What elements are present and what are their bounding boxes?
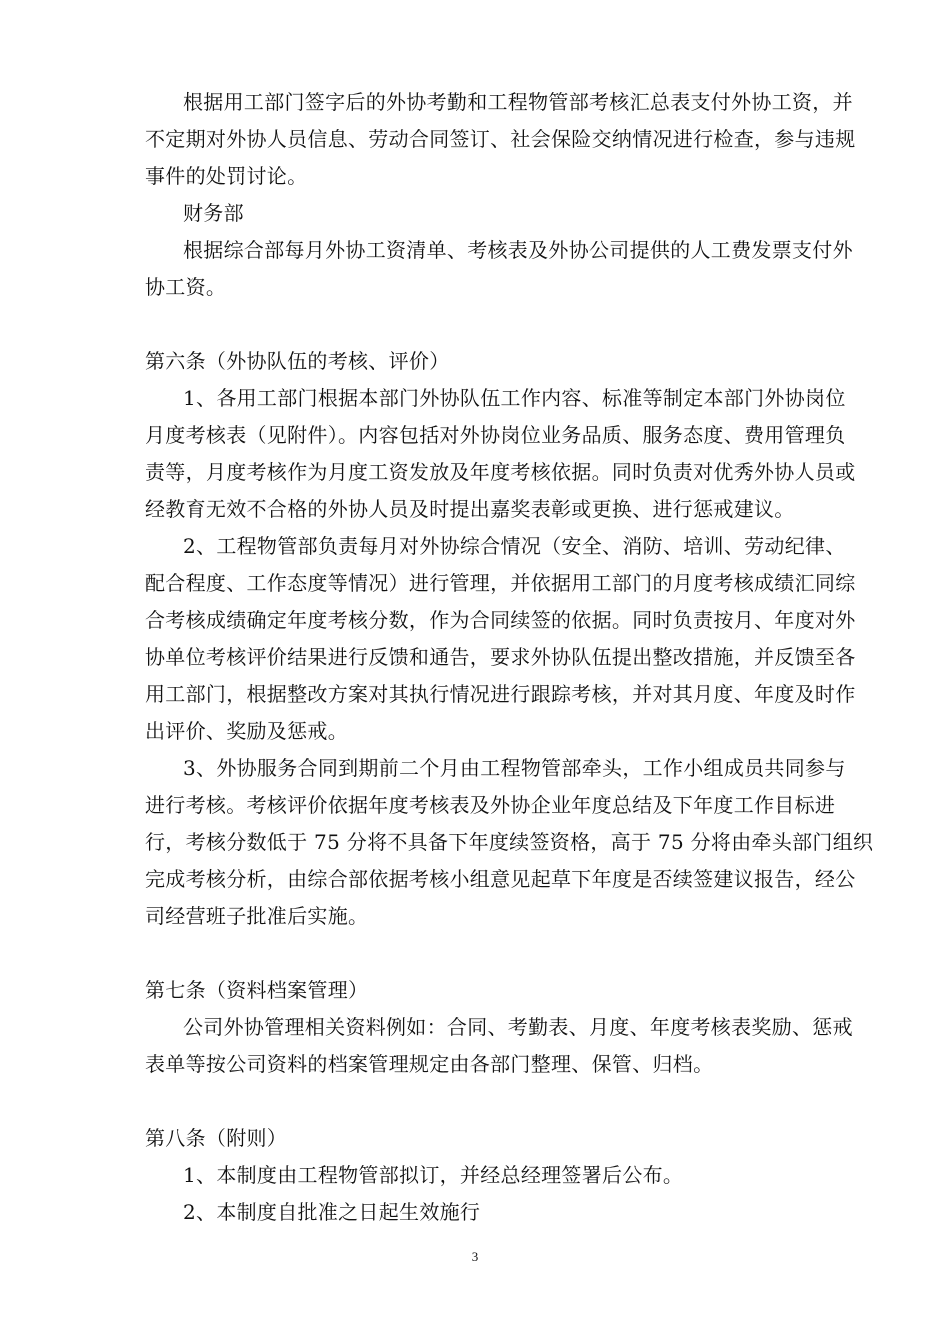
paragraph-line: 协单位考核评价结果进行反馈和通告，要求外协队伍提出整改措施，并反馈至各 xyxy=(145,645,856,669)
article-heading: 第七条（资料档案管理） xyxy=(145,978,369,1002)
page-number: 3 xyxy=(471,1249,479,1264)
paragraph-line: 1、各用工部门根据本部门外协队伍工作内容、标准等制定本部门外协岗位 xyxy=(183,386,846,410)
paragraph-line: 根据综合部每月外协工资清单、考核表及外协公司提供的人工费发票支付外 xyxy=(183,238,853,262)
article-heading: 第八条（附则） xyxy=(145,1126,288,1150)
paragraph-line: 进行考核。考核评价依据年度考核表及外协企业年度总结及下年度工作目标进 xyxy=(145,793,836,817)
paragraph-line: 1、本制度由工程物管部拟订，并经总经理签署后公布。 xyxy=(183,1163,684,1187)
paragraph-line: 事件的处罚讨论。 xyxy=(145,164,308,188)
paragraph-line: 责等，月度考核作为月度工资发放及年度考核依据。同时负责对优秀外协人员或 xyxy=(145,460,856,484)
paragraph-line: 3、外协服务合同到期前二个月由工程物管部牵头，工作小组成员共同参与 xyxy=(183,756,846,780)
paragraph-line: 2、工程物管部负责每月对外协综合情况（安全、消防、培训、劳动纪律、 xyxy=(183,534,846,558)
paragraph-line: 行，考核分数低于 75 分将不具备下年度续签资格，高于 75 分将由牵头部门组织 xyxy=(145,830,874,854)
paragraph-line: 2、本制度自批准之日起生效施行 xyxy=(183,1200,481,1224)
section-subheading: 财务部 xyxy=(183,201,244,225)
paragraph-line: 出评价、奖励及惩戒。 xyxy=(145,719,348,743)
paragraph-line: 公司外协管理相关资料例如：合同、考勤表、月度、年度考核表奖励、惩戒 xyxy=(183,1015,853,1039)
paragraph-line: 月度考核表（见附件）。内容包括对外协岗位业务品质、服务态度、费用管理负 xyxy=(145,423,846,447)
paragraph-line: 合考核成绩确定年度考核分数，作为合同续签的依据。同时负责按月、年度对外 xyxy=(145,608,856,632)
paragraph-line: 根据用工部门签字后的外协考勤和工程物管部考核汇总表支付外协工资，并 xyxy=(183,90,853,114)
paragraph-line: 完成考核分析，由综合部依据考核小组意见起草下年度是否续签建议报告，经公 xyxy=(145,867,856,891)
paragraph-line: 司经营班子批准后实施。 xyxy=(145,904,369,928)
paragraph-line: 表单等按公司资料的档案管理规定由各部门整理、保管、归档。 xyxy=(145,1052,714,1076)
paragraph-line: 不定期对外协人员信息、劳动合同签订、社会保险交纳情况进行检查，参与违规 xyxy=(145,127,856,151)
paragraph-line: 配合程度、工作态度等情况）进行管理，并依据用工部门的月度考核成绩汇同综 xyxy=(145,571,856,595)
paragraph-line: 经教育无效不合格的外协人员及时提出嘉奖表彰或更换、进行惩戒建议。 xyxy=(145,497,795,521)
paragraph-line: 用工部门，根据整改方案对其执行情况进行跟踪考核，并对其月度、年度及时作 xyxy=(145,682,856,706)
article-heading: 第六条（外协队伍的考核、评价） xyxy=(145,349,450,373)
paragraph-line: 协工资。 xyxy=(145,275,227,299)
